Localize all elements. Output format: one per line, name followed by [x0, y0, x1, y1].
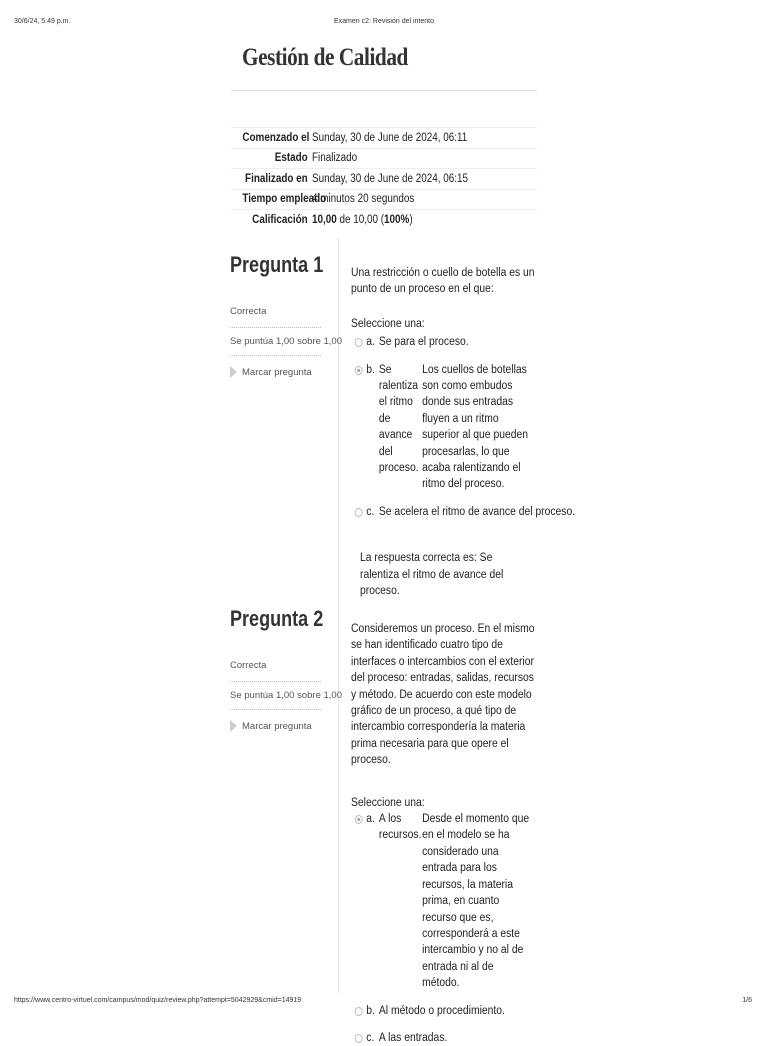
- radio-button[interactable]: [355, 1007, 363, 1016]
- page-number: 1/6: [742, 997, 752, 1004]
- answer-option-c[interactable]: [351, 1030, 542, 1046]
- attempt-summary-table: [231, 127, 537, 230]
- answer-option-c[interactable]: [351, 504, 576, 520]
- grade-percent: 100%: [384, 213, 410, 226]
- answer-option-a[interactable]: [351, 334, 542, 350]
- summary-row-started: [231, 127, 537, 148]
- flag-icon: [230, 366, 237, 378]
- summary-label: Estado: [274, 152, 308, 165]
- question-state: Correcta: [230, 660, 321, 682]
- answer-feedback: Desde el momento que en el modelo se ha considerado una entrada para los recursos, la materia prima, en cuanto recurso que es, corresponderá a este intercambio y no al de entrada ni al de método.: [422, 813, 530, 990]
- answer-prompt: Seleccione una:: [351, 317, 425, 330]
- page-url: https://www.centro-virtuel.com/campus/mod/quiz/review.php?attempt=5042929&cmid=14919: [14, 997, 302, 1004]
- answer-feedback: Los cuellos de botellas son como embudos donde sus entradas fluyen a un ritmo superior al que pueden procesarlas, lo que acaba ralentizando el ritmo del proceso.: [422, 363, 528, 491]
- answer-text: A los recursos.: [378, 813, 422, 842]
- flag-question-button[interactable]: [230, 720, 321, 732]
- question-grade: Se puntúa 1,00 sobre 1,00: [230, 690, 321, 710]
- question-2-info: [230, 606, 342, 732]
- summary-row-grade: [231, 209, 537, 230]
- summary-value: [312, 214, 506, 226]
- answer-letter: a.: [366, 336, 375, 349]
- print-datetime: 30/6/24, 5:49 p.m.: [14, 18, 71, 25]
- radio-button[interactable]: [355, 1034, 363, 1043]
- question-title: Pregunta 2: [230, 606, 324, 631]
- summary-row-finished: [231, 168, 537, 189]
- summary-label: Tiempo empleado: [242, 193, 327, 206]
- title-divider: [231, 90, 537, 91]
- question-1-content: [351, 265, 576, 600]
- answer-letter: b.: [366, 363, 375, 376]
- flag-question-button[interactable]: [230, 366, 321, 378]
- summary-value: Finalizado: [312, 152, 358, 165]
- answer-letter: c.: [366, 505, 375, 518]
- answer-text: Al método o procedimiento.: [378, 1004, 505, 1017]
- question-2-content: [351, 621, 546, 1046]
- radio-button-selected[interactable]: [355, 366, 363, 375]
- question-text: Consideremos un proceso. En el mismo se han identificado cuatro tipo de interfaces o intercambios con el exterior del proceso: entradas, salidas, recursos y método. De acuerdo con este modelo gráfico de un proceso, a qué tipo de intercambio correspondería la materia prima necesaria para que opere el proceso.: [351, 623, 535, 767]
- answer-text: Se para el proceso.: [378, 336, 469, 349]
- flag-question-label: Marcar pregunta: [242, 720, 312, 732]
- print-doc-title: Examen c2: Revisión del intento: [334, 18, 434, 25]
- answer-letter: a.: [366, 813, 375, 826]
- answer-option-b[interactable]: [351, 1003, 542, 1019]
- answer-option-b[interactable]: [351, 362, 542, 493]
- summary-value: Sunday, 30 de June de 2024, 06:15: [312, 172, 468, 185]
- summary-label: Comenzado el: [242, 131, 310, 144]
- summary-row-time: [231, 189, 537, 210]
- column-divider: [338, 238, 339, 993]
- answer-text: Se acelera el ritmo de avance del proceso.: [378, 505, 576, 518]
- radio-button[interactable]: [355, 338, 363, 347]
- answer-text: Se ralentiza el ritmo de avance del proceso.: [378, 363, 419, 475]
- summary-value: Sunday, 30 de June de 2024, 06:11: [312, 131, 468, 144]
- answer-text: A las entradas.: [378, 1031, 448, 1044]
- flag-question-label: Marcar pregunta: [242, 366, 312, 378]
- summary-value: 4 minutos 20 segundos: [312, 193, 415, 206]
- correct-answer-feedback: La respuesta correcta es: Se ralentiza el ritmo de avance del proceso.: [360, 552, 504, 598]
- answer-prompt: Seleccione una:: [351, 796, 425, 809]
- print-header: [0, 18, 768, 32]
- question-title: Pregunta 1: [230, 252, 324, 277]
- grade-score: 10,00: [312, 213, 337, 226]
- question-grade: Se puntúa 1,00 sobre 1,00: [230, 336, 321, 356]
- question-state: Correcta: [230, 306, 321, 328]
- answer-letter: b.: [366, 1004, 375, 1017]
- question-text: Una restricción o cuello de botella es un punto de un proceso en el que:: [351, 267, 535, 296]
- summary-label: Calificación: [252, 213, 308, 226]
- grade-close: ): [409, 213, 413, 226]
- flag-icon: [230, 720, 237, 732]
- summary-row-state: [231, 148, 537, 169]
- grade-of: de 10,00 (: [336, 213, 385, 226]
- course-title: Gestión de Calidad: [242, 44, 408, 71]
- radio-button-selected[interactable]: [355, 815, 363, 824]
- summary-label: Finalizado en: [245, 172, 308, 185]
- question-1-info: [230, 252, 342, 378]
- answer-letter: c.: [366, 1031, 375, 1044]
- radio-button[interactable]: [355, 508, 363, 517]
- answer-option-a[interactable]: [351, 811, 542, 991]
